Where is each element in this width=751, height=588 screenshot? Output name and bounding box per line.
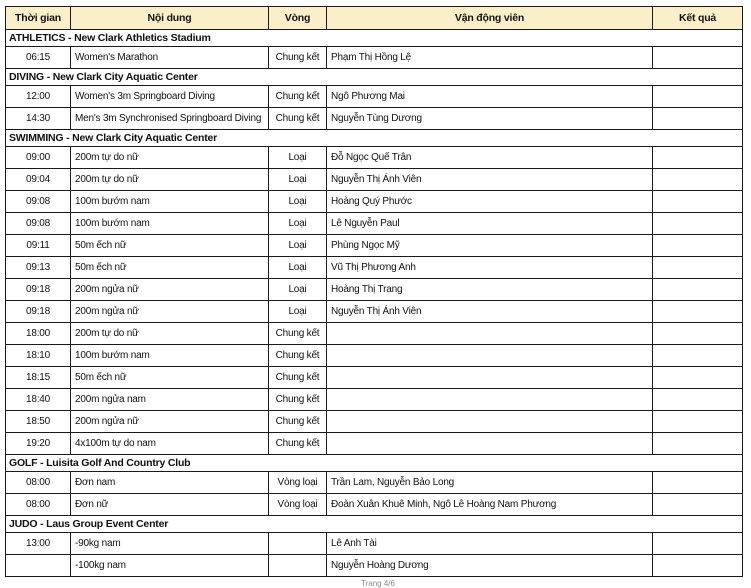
- section-header-row: [6, 69, 743, 86]
- time-cell: 18:50: [6, 411, 71, 433]
- time-cell: 08:00: [6, 472, 71, 494]
- event-cell: 100m bướm nam: [71, 191, 269, 213]
- athletes-cell: Nguyễn Tùng Dương: [327, 108, 653, 130]
- result-cell: [653, 411, 743, 433]
- event-cell: 200m ngửa nữ: [71, 301, 269, 323]
- result-cell: [653, 494, 743, 516]
- result-cell: [653, 213, 743, 235]
- section-title: JUDO - Laus Group Event Center: [6, 516, 743, 533]
- event-row: [6, 494, 743, 516]
- round-cell: Chung kết: [269, 323, 327, 345]
- round-cell: Loại: [269, 301, 327, 323]
- event-cell: -90kg nam: [71, 533, 269, 555]
- result-cell: [653, 108, 743, 130]
- event-cell: 50m ếch nữ: [71, 235, 269, 257]
- athletes-cell: [327, 345, 653, 367]
- athletes-cell: Phùng Ngọc Mỹ: [327, 235, 653, 257]
- time-cell: 09:18: [6, 279, 71, 301]
- event-row: [6, 472, 743, 494]
- round-cell: [269, 555, 327, 577]
- time-cell: 09:00: [6, 147, 71, 169]
- section-header-row: [6, 30, 743, 47]
- result-cell: [653, 555, 743, 577]
- result-cell: [653, 323, 743, 345]
- result-cell: [653, 279, 743, 301]
- round-cell: Loại: [269, 147, 327, 169]
- round-cell: Chung kết: [269, 47, 327, 69]
- time-cell: 09:11: [6, 235, 71, 257]
- round-cell: Loại: [269, 191, 327, 213]
- event-row: [6, 213, 743, 235]
- section-header-row: [6, 516, 743, 533]
- event-cell: 50m ếch nữ: [71, 367, 269, 389]
- event-row: [6, 389, 743, 411]
- athletes-cell: [327, 411, 653, 433]
- result-cell: [653, 169, 743, 191]
- athletes-cell: Nguyễn Thị Ánh Viên: [327, 169, 653, 191]
- result-cell: [653, 533, 743, 555]
- result-cell: [653, 147, 743, 169]
- schedule-table: [5, 6, 743, 577]
- table-body: [6, 30, 743, 577]
- event-cell: Women's Marathon: [71, 47, 269, 69]
- time-cell: 06:15: [6, 47, 71, 69]
- athletes-cell: Nguyễn Hoàng Dương: [327, 555, 653, 577]
- round-cell: Loại: [269, 279, 327, 301]
- athletes-cell: [327, 389, 653, 411]
- result-cell: [653, 86, 743, 108]
- event-cell: Men's 3m Synchronised Springboard Diving: [71, 108, 269, 130]
- athletes-cell: Ngô Phương Mai: [327, 86, 653, 108]
- event-row: [6, 279, 743, 301]
- athletes-cell: Lê Nguyễn Paul: [327, 213, 653, 235]
- athletes-cell: Trần Lam, Nguyễn Bảo Long: [327, 472, 653, 494]
- event-row: [6, 47, 743, 69]
- round-cell: Loại: [269, 257, 327, 279]
- table-header: [6, 7, 743, 30]
- column-header-event: Nội dung: [71, 7, 269, 30]
- time-cell: 09:18: [6, 301, 71, 323]
- result-cell: [653, 345, 743, 367]
- athletes-cell: Hoàng Thị Trang: [327, 279, 653, 301]
- result-cell: [653, 367, 743, 389]
- section-title: GOLF - Luisita Golf And Country Club: [6, 455, 743, 472]
- event-cell: 4x100m tự do nam: [71, 433, 269, 455]
- event-cell: 50m ếch nữ: [71, 257, 269, 279]
- header-row: [6, 7, 743, 30]
- result-cell: [653, 472, 743, 494]
- round-cell: Loại: [269, 169, 327, 191]
- athletes-cell: Nguyễn Thị Ánh Viên: [327, 301, 653, 323]
- event-row: [6, 533, 743, 555]
- round-cell: Chung kết: [269, 411, 327, 433]
- event-row: [6, 555, 743, 577]
- event-row: [6, 108, 743, 130]
- round-cell: Loại: [269, 213, 327, 235]
- athletes-cell: Lê Anh Tài: [327, 533, 653, 555]
- result-cell: [653, 235, 743, 257]
- time-cell: 09:08: [6, 213, 71, 235]
- athletes-cell: Đỗ Ngọc Quế Trân: [327, 147, 653, 169]
- round-cell: [269, 533, 327, 555]
- event-cell: 100m bướm nam: [71, 213, 269, 235]
- event-row: [6, 411, 743, 433]
- round-cell: Chung kết: [269, 433, 327, 455]
- result-cell: [653, 389, 743, 411]
- section-title: DIVING - New Clark City Aquatic Center: [6, 69, 743, 86]
- event-cell: 200m ngửa nam: [71, 389, 269, 411]
- result-cell: [653, 301, 743, 323]
- event-row: [6, 191, 743, 213]
- time-cell: 18:40: [6, 389, 71, 411]
- round-cell: Vòng loại: [269, 494, 327, 516]
- event-cell: 200m ngửa nữ: [71, 279, 269, 301]
- event-cell: 200m tự do nữ: [71, 169, 269, 191]
- event-cell: 200m tự do nữ: [71, 147, 269, 169]
- page-number: Trang 4/6: [361, 579, 395, 588]
- event-cell: 100m bướm nam: [71, 345, 269, 367]
- result-cell: [653, 257, 743, 279]
- result-cell: [653, 47, 743, 69]
- section-title: SWIMMING - New Clark City Aquatic Center: [6, 130, 743, 147]
- column-header-time: Thời gian: [6, 7, 71, 30]
- event-cell: -100kg nam: [71, 555, 269, 577]
- athletes-cell: Vũ Thị Phương Anh: [327, 257, 653, 279]
- athletes-cell: [327, 433, 653, 455]
- event-row: [6, 323, 743, 345]
- round-cell: Vòng loại: [269, 472, 327, 494]
- time-cell: [6, 555, 71, 577]
- time-cell: 12:00: [6, 86, 71, 108]
- round-cell: Chung kết: [269, 86, 327, 108]
- athletes-cell: [327, 367, 653, 389]
- athletes-cell: Hoàng Quý Phước: [327, 191, 653, 213]
- time-cell: 09:08: [6, 191, 71, 213]
- column-header-athletes: Vận động viên: [327, 7, 653, 30]
- event-row: [6, 257, 743, 279]
- round-cell: Chung kết: [269, 367, 327, 389]
- round-cell: Chung kết: [269, 389, 327, 411]
- column-header-result: Kết quả: [653, 7, 743, 30]
- event-cell: Đơn nữ: [71, 494, 269, 516]
- result-cell: [653, 433, 743, 455]
- section-header-row: [6, 455, 743, 472]
- event-row: [6, 86, 743, 108]
- time-cell: 18:00: [6, 323, 71, 345]
- event-cell: 200m ngửa nữ: [71, 411, 269, 433]
- event-cell: Đơn nam: [71, 472, 269, 494]
- time-cell: 18:15: [6, 367, 71, 389]
- event-row: [6, 433, 743, 455]
- round-cell: Chung kết: [269, 108, 327, 130]
- time-cell: 19:20: [6, 433, 71, 455]
- column-header-round: Vòng: [269, 7, 327, 30]
- event-row: [6, 169, 743, 191]
- time-cell: 14:30: [6, 108, 71, 130]
- section-header-row: [6, 130, 743, 147]
- result-cell: [653, 191, 743, 213]
- event-row: [6, 345, 743, 367]
- event-row: [6, 301, 743, 323]
- time-cell: 13:00: [6, 533, 71, 555]
- event-row: [6, 235, 743, 257]
- round-cell: Loại: [269, 235, 327, 257]
- athletes-cell: Phạm Thị Hồng Lệ: [327, 47, 653, 69]
- event-row: [6, 147, 743, 169]
- time-cell: 09:04: [6, 169, 71, 191]
- event-cell: Women's 3m Springboard Diving: [71, 86, 269, 108]
- section-title: ATHLETICS - New Clark Athletics Stadium: [6, 30, 743, 47]
- event-row: [6, 367, 743, 389]
- time-cell: 09:13: [6, 257, 71, 279]
- athletes-cell: Đoàn Xuân Khuê Minh, Ngô Lê Hoàng Nam Phương: [327, 494, 653, 516]
- round-cell: Chung kết: [269, 345, 327, 367]
- time-cell: 08:00: [6, 494, 71, 516]
- time-cell: 18:10: [6, 345, 71, 367]
- athletes-cell: [327, 323, 653, 345]
- event-cell: 200m tự do nữ: [71, 323, 269, 345]
